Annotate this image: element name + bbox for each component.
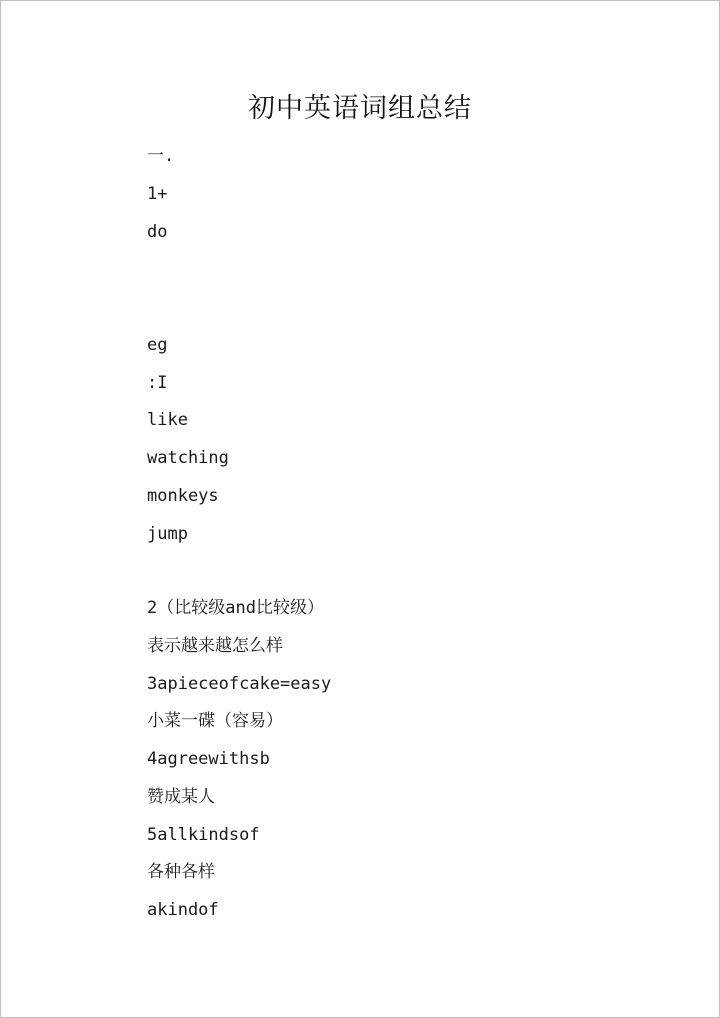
text-line: 一. [147, 146, 175, 166]
text-line: akindof [147, 900, 219, 920]
text-line: 赞成某人 [147, 787, 215, 807]
text-line: 5allkindsof [147, 825, 260, 845]
text-line: :I [147, 373, 168, 393]
text-line: like [147, 410, 188, 430]
text-line: watching [147, 448, 229, 468]
text-line: jump [147, 524, 188, 544]
document-title: 初中英语词组总结 [248, 93, 472, 124]
text-line: 表示越来越怎么样 [147, 636, 283, 656]
text-line: 3apieceofcake=easy [147, 674, 332, 694]
text-line: 各种各样 [147, 862, 215, 882]
text-line: 4agreewithsb [147, 749, 270, 769]
text-line: monkeys [147, 486, 219, 506]
text-line: 1+ [147, 184, 168, 204]
text-line: 小菜一碟（容易） [147, 711, 283, 731]
text-line: eg [147, 335, 168, 355]
text-line: do [147, 222, 168, 242]
text-line: 2（比较级and比较级） [147, 598, 324, 618]
